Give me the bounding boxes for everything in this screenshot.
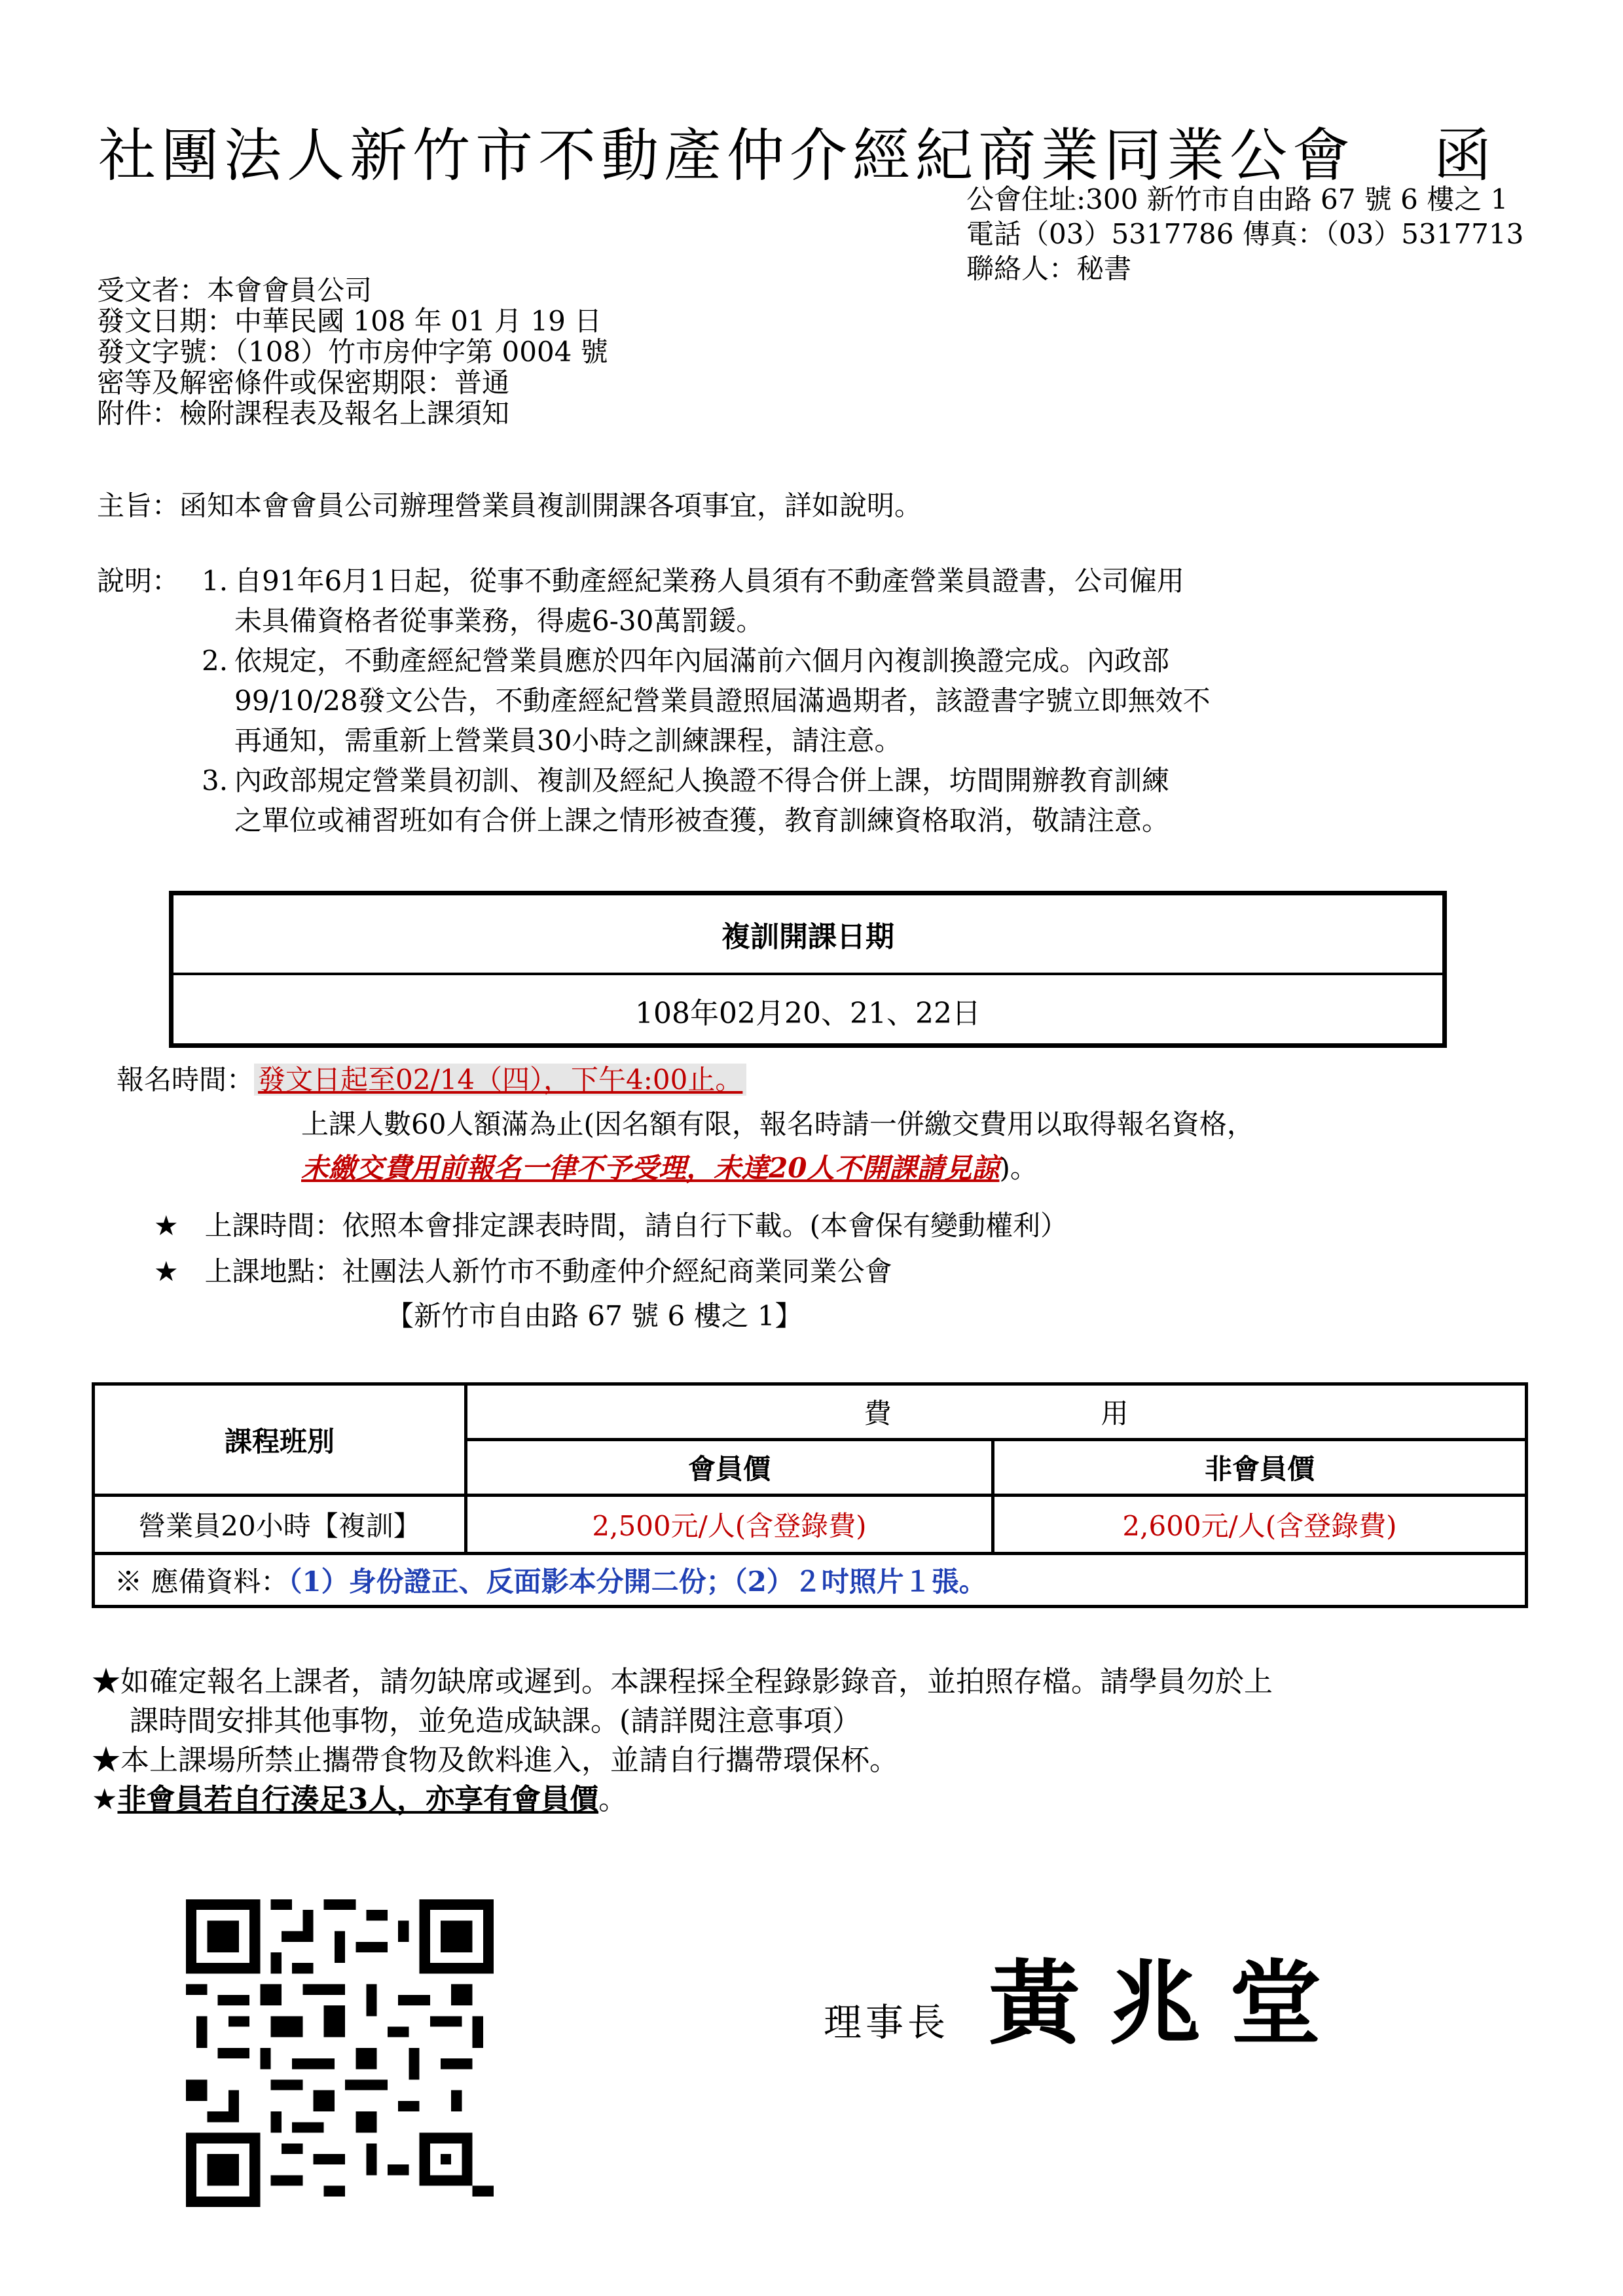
fee-header-fee: 費 用 [466, 1384, 1527, 1440]
note-1-cont: 課時間安排其他事物，並免造成缺課。(請詳閱注意事項） [130, 1704, 862, 1738]
course-dates-heading: 複訓開課日期 [173, 895, 1442, 975]
course-dates-box [169, 891, 1447, 1048]
explanation-item-3-line1: 內政部規定營業員初訓、複訓及經紀人換證不得合併上課，坊間開辦教育訓練 [234, 764, 1170, 797]
fee-course-name: 營業員20小時【複訓】 [94, 1496, 466, 1554]
association-contact [966, 182, 1523, 286]
meta-date: 發文日期：中華民國 108 年 01 月 19 日 [97, 305, 602, 337]
fee-member-price: 2,500元/人(含登錄費) [466, 1496, 993, 1554]
explanation-item-2-line2: 99/10/28發文公告，不動產經紀營業員證照屆滿過期者，該證書字號立即無效不 [234, 685, 1211, 717]
explanation: 說明： 1. 自91年6月1日起，從事不動產經紀業務人員須有不動產營業員證書，公司僱用 未具備資格者從事業務，得處6-30萬罰鍰。 2. 依規定，不動產經紀營業員應於四年內屆滿前六個月內複訓換證完成。內政部 99/10/28發文公告，不動產經紀營業員證照屆滿過期者，該證書字號立即無效不 再通知，需重新上營業員30小時之訓練課程，請注意。 3. 內政部規定營業員初訓、複訓及經紀人換證不得合併上課，坊間開辦教育訓練 之單位或補習班如有合併上課之情形被查獲，教育訓練資格取消，敬請注意。 [97, 561, 1211, 840]
fee-header-nonmember: 非會員價 [993, 1440, 1527, 1496]
course-dates-value: 108年02月20、21、22日 [635, 997, 981, 1030]
document-type: 函 [1434, 122, 1497, 189]
meta-attachment: 附件：檢附課程表及報名上課須知 [97, 397, 510, 429]
fee-nonmember-price: 2,600元/人(含登錄費) [993, 1496, 1527, 1554]
note-1: ★如確定報名上課者，請勿缺席或遲到。本課程採全程錄影錄音，並拍照存檔。請學員勿於上 [92, 1665, 1273, 1698]
explanation-item-1-line1: 自91年6月1日起，從事不動產經紀業務人員須有不動產營業員證書，公司僱用 [234, 565, 1184, 597]
association-address: 公會住址:300 新竹市自由路 67 號 6 樓之 1 [966, 183, 1508, 215]
meta-recipient: 受文者：本會會員公司 [97, 274, 373, 306]
fee-table [92, 1382, 1528, 1608]
signature [824, 1931, 1350, 2062]
signatory-name: 黃兆堂 [989, 1950, 1351, 2058]
note-3: ★非會員若自行湊足3人，亦享有會員價。 [92, 1783, 628, 1816]
required-documents: ※ 應備資料：（1）身份證正、反面影本分開二份；（2）２吋照片１張。 [94, 1554, 1527, 1607]
class-time: ★ 上課時間：依照本會排定課表時間，請自行下載。(本會保有變動權利） [154, 1210, 1068, 1242]
association-phone: 電話（03）5317786 傳真：（03）5317713 [966, 218, 1524, 250]
star-icon: ★ [154, 1255, 179, 1287]
explanation-item-1-line2: 未具備資格者從事業務，得處6-30萬罰鍰。 [234, 605, 764, 637]
document-meta [97, 275, 608, 429]
note-2: ★本上課場所禁止攜帶食物及飲料進入，並請自行攜帶環保杯。 [92, 1744, 898, 1777]
subject-line: 主旨：函知本會會員公司辦理營業員複訓開課各項事宜，詳如說明。 [97, 490, 922, 522]
registration-note-2: 未繳交費用前報名一律不予受理，未達20人不開課請見諒)。 [301, 1152, 1038, 1184]
required-documents-list: （1）身份證正、反面影本分開二份；（2）２吋照片１張。 [288, 1566, 987, 1598]
class-location-address: 【新竹市自由路 67 號 6 樓之 1】 [386, 1300, 803, 1332]
explanation-label: 說明： [97, 565, 180, 597]
explanation-item-3-line2: 之單位或補習班如有合併上課之情形被查獲，教育訓練資格取消，敬請注意。 [234, 804, 1170, 836]
registration-period: 報名時間： 發文日起至02/14（四），下午4:00止。 [117, 1058, 746, 1098]
registration-period-value: 發文日起至02/14（四），下午4:00止。 [254, 1064, 746, 1096]
class-location: ★ 上課地點：社團法人新竹市不動產仲介經紀商業同業公會 [154, 1255, 892, 1287]
signatory-role: 理事長 [824, 2000, 950, 2045]
qr-code [186, 1899, 494, 2207]
star-icon: ★ [154, 1210, 179, 1242]
meta-security: 密等及解密條件或保密期限：普通 [97, 367, 510, 399]
explanation-item-2-line1: 依規定，不動產經紀營業員應於四年內屆滿前六個月內複訓換證完成。內政部 [234, 645, 1170, 677]
fee-header-member: 會員價 [466, 1440, 993, 1496]
explanation-item-2-line3: 再通知，需重新上營業員30小時之訓練課程，請注意。 [234, 725, 902, 757]
registration-warning: 未繳交費用前報名一律不予受理，未達20人不開課請見諒 [301, 1152, 1000, 1184]
association-contact-person: 聯絡人：秘書 [966, 253, 1132, 285]
document-title: 社團法人新竹市不動產仲介經紀商業同業公會 函 [98, 122, 1497, 189]
notes [92, 1662, 1273, 1820]
registration-note-1: 上課人數60人額滿為止(因名額有限，報名時請一併繳交費用以取得報名資格， [301, 1108, 1254, 1140]
fee-header-course: 課程班別 [94, 1384, 466, 1496]
meta-number: 發文字號：（108）竹市房仲字第 0004 號 [97, 336, 608, 368]
